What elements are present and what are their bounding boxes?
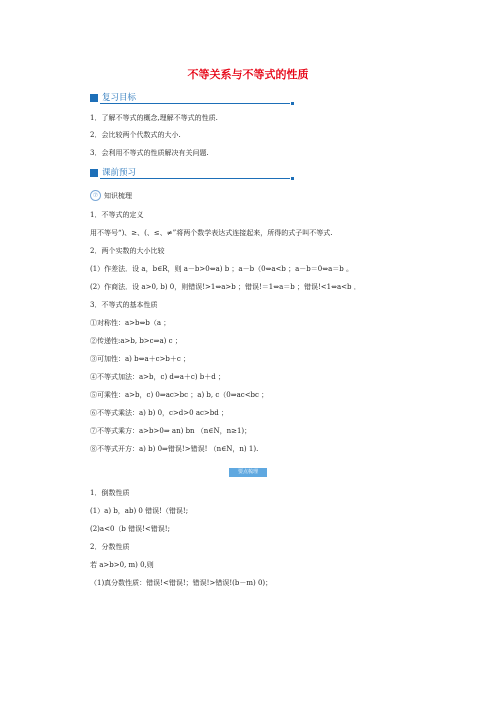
section-underline (100, 103, 290, 104)
text-line: ③可加性：a) b⇔a＋c>b＋c ； (90, 355, 191, 363)
text-line: （1)真分数性质：错误!<错误!；错误!>错误!(b－m) 0)； (90, 579, 273, 587)
text-line: ②传递性:a>b, b>c⇒a) c ； (90, 337, 182, 345)
text-line: ④不等式加法：a>b，c) d⇒a＋c) b＋d ； (90, 373, 225, 381)
text-line: 若 a>b>0, m) 0,则 (90, 561, 154, 569)
text-line: ⑦不等式乘方：a>b>0⇒ an) bn （n∈N，n≥1)； (90, 427, 252, 435)
text-line: 1．不等式的定义 (90, 211, 144, 219)
text-line: 1．倒数性质 (90, 489, 130, 497)
section-end-dot (291, 177, 294, 180)
text-line: ⑤可乘性：a>b，c) 0⇒ac>bc ；a) b, c（0⇒ac<bc ； (90, 391, 269, 399)
section-square-icon (90, 94, 98, 102)
text-line: (1）作差法．设 a，b∈R，则 a－b>0⇔a) b ；a－b（0⇔a<b ；a－b＝0⇔a＝b 。 (90, 265, 353, 273)
text-line: ⑧不等式开方：a) b) 0⇒错误!>错误! （n∈N，n) 1). (90, 445, 259, 453)
goal-item: 2．会比较两个代数式的大小. (90, 131, 181, 139)
text-line: ①对称性：a>b⇔b（a ； (90, 319, 171, 327)
text-line: (1）a) b，ab) 0 错误!（错误!; (90, 507, 189, 515)
goal-item: 3．会利用不等式的性质解决有关问题. (90, 149, 209, 157)
section-label: 复习目标 (102, 93, 137, 103)
text-line: ⑥不等式乘法：a) b) 0，c>d>0 ac>bd ； (90, 409, 228, 417)
text-line: 2．分数性质 (90, 543, 130, 551)
knowledge-title: 知识梳理 (104, 192, 132, 200)
section-underline (100, 178, 290, 179)
section-label: 课前预习 (102, 168, 137, 178)
knowledge-number-icon: ⑦ (90, 190, 101, 201)
text-line: 用不等号“)、≥、(、≤、≠”将两个数学表达式连接起来，所得的式子叫不等式. (90, 229, 333, 237)
text-line: 3．不等式的基本性质 (90, 301, 158, 309)
section-end-dot (291, 102, 294, 105)
text-line: (2）作商法．设 a>0, b) 0，则错误!>1⇔a>b ；错误!＝1⇔a＝b ；错误!<1⇔a<b ． (90, 283, 361, 291)
page-title: 不等关系与不等式的性质 (187, 68, 309, 81)
section-header-preview (90, 167, 294, 179)
text-line: 2．两个实数的大小比较 (90, 247, 165, 255)
goal-item: 1．了解不等式的概念,理解不等式的性质. (90, 114, 218, 122)
key-points-tag: 要点梳理 (229, 468, 267, 477)
section-header-review-goal (90, 92, 294, 104)
text-line: (2)a<0（b 错误!<错误!; (90, 525, 170, 533)
section-square-icon (90, 169, 98, 177)
